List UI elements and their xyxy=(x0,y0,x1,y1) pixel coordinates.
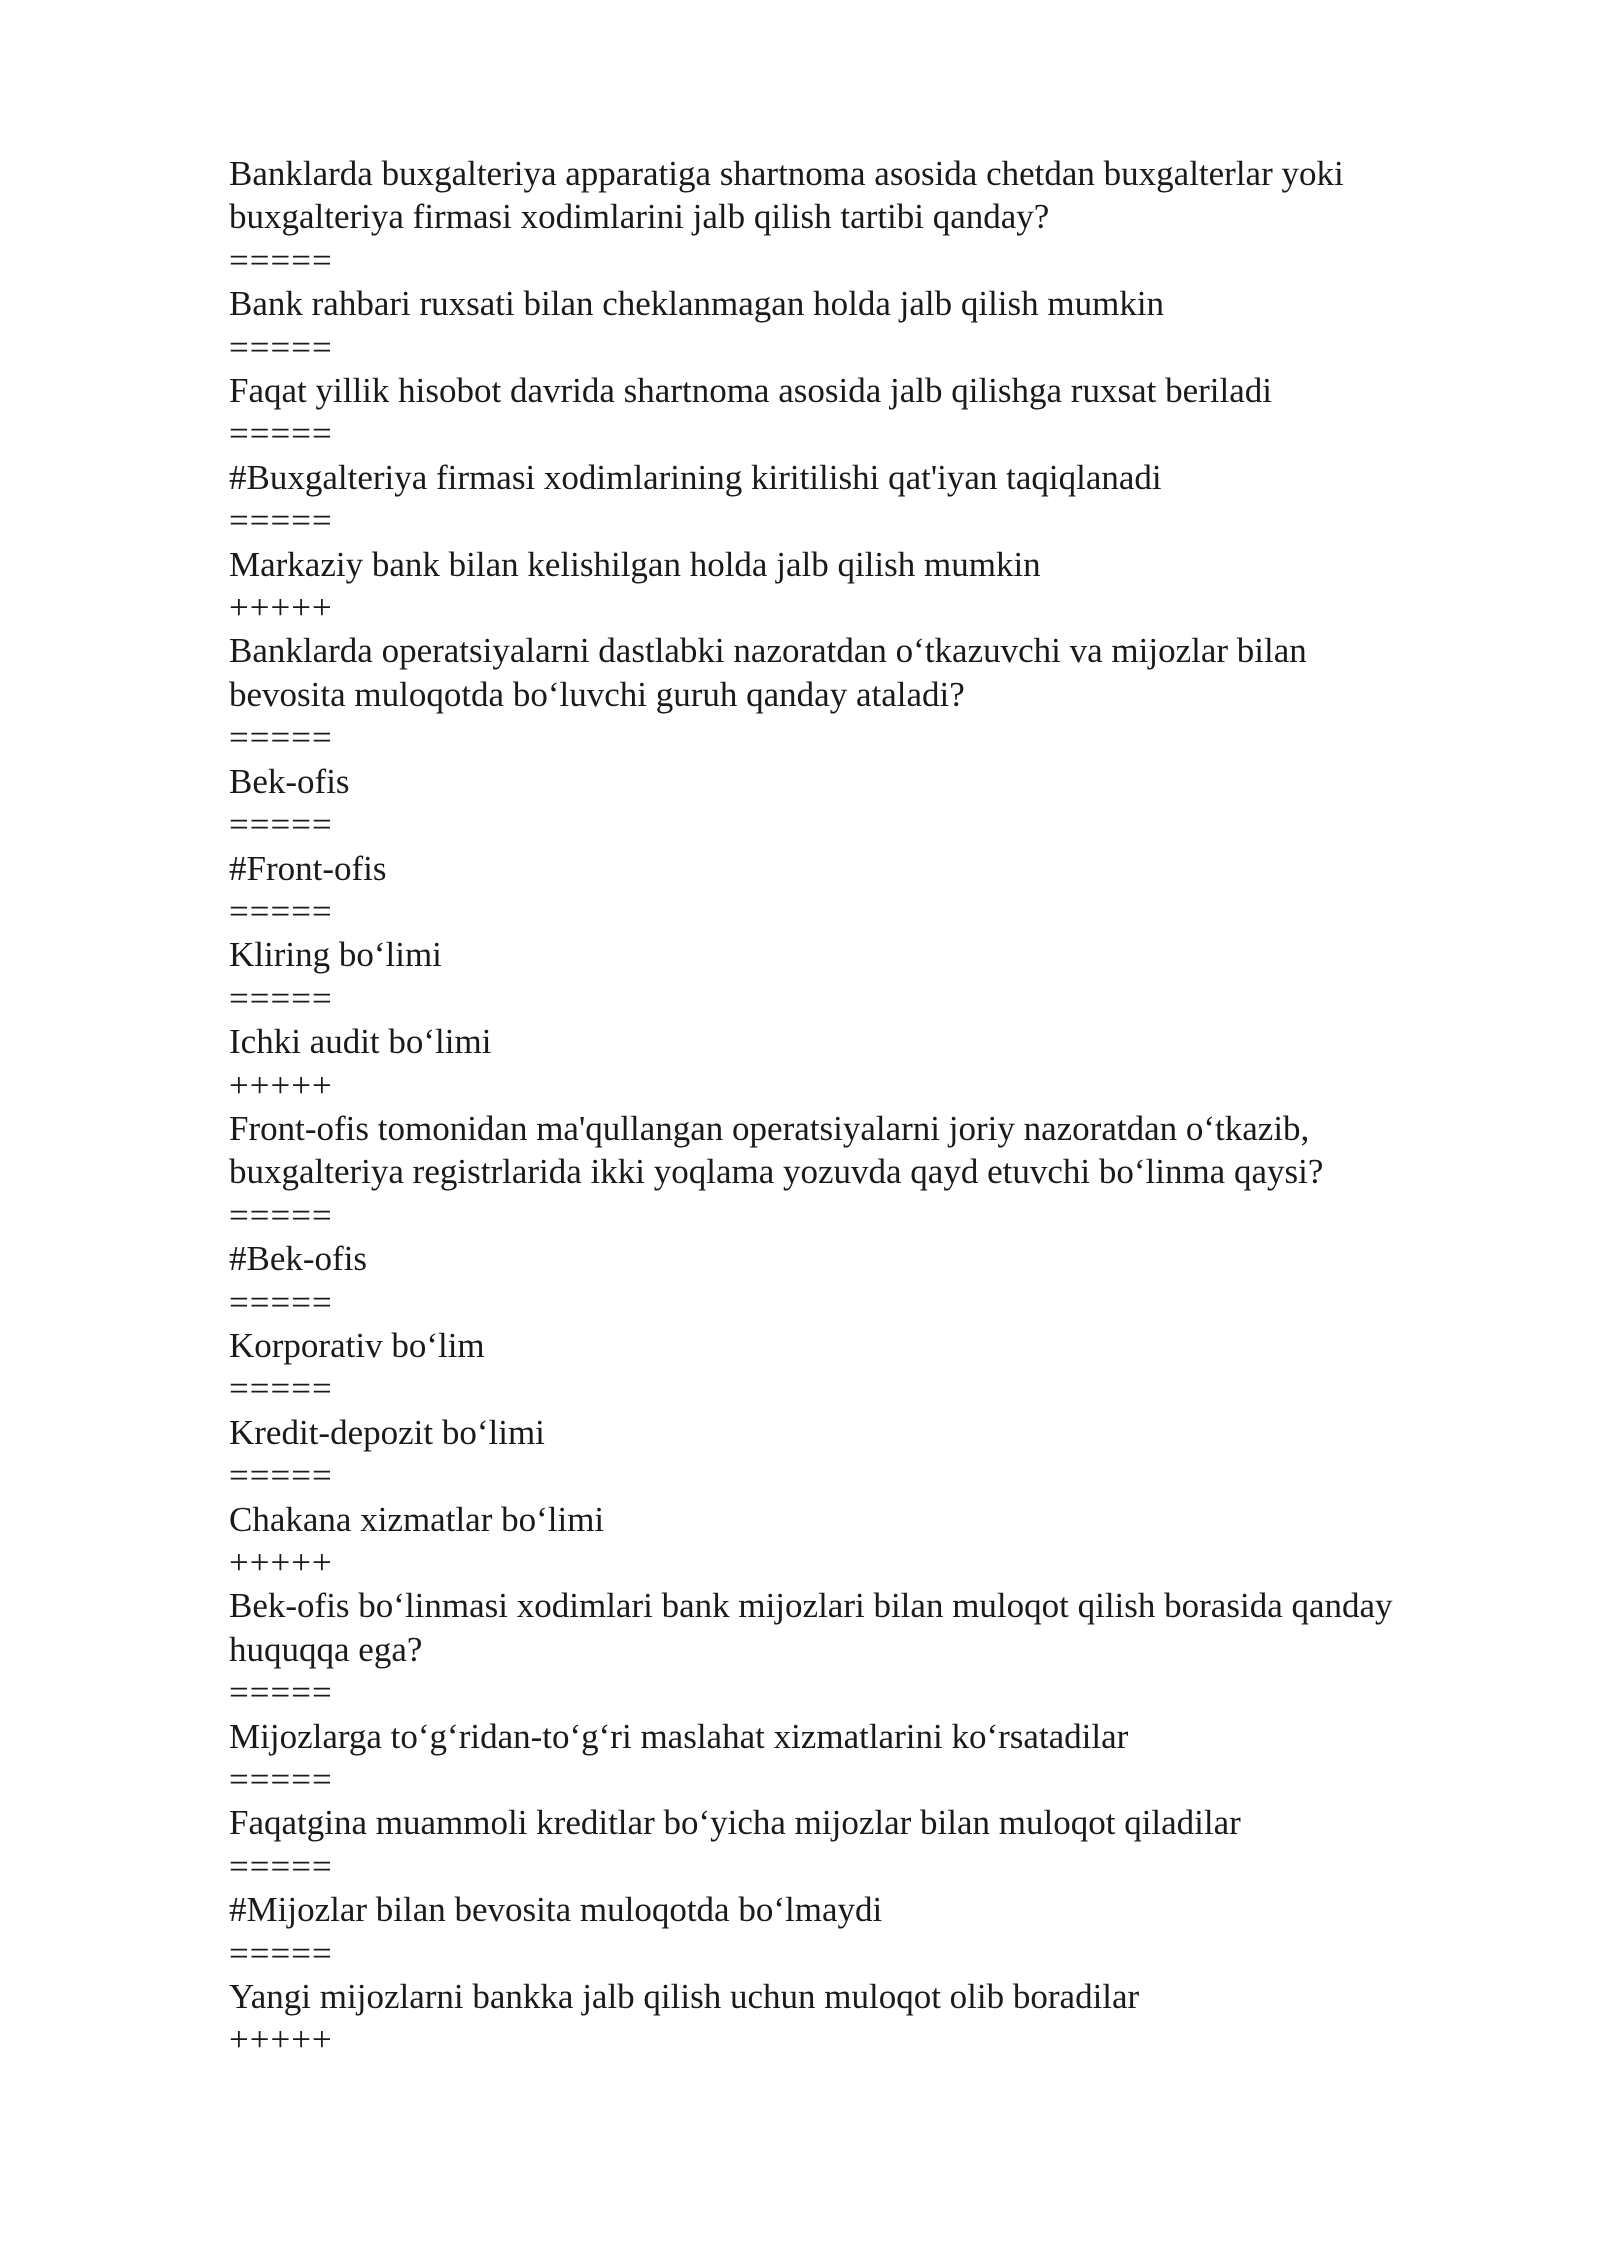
question-end-separator: +++++ xyxy=(229,1065,333,1105)
answer-option-correct: #Front-ofis xyxy=(229,848,387,888)
question-block xyxy=(229,1584,1529,2061)
question-text: Banklarda operatsiyalarni dastlabki nazoratdan o‘tkazuvchi va mijozlar bilan xyxy=(229,631,1307,671)
option-separator: ===== xyxy=(229,891,333,931)
answer-option: Markaziy bank bilan kelishilgan holda jalb qilish mumkin xyxy=(229,544,1041,584)
question-text-continued: bevosita muloqotda bo‘luvchi guruh qanday ataladi? xyxy=(229,674,965,714)
option-separator: ===== xyxy=(229,414,333,454)
answer-option-correct: #Buxgalteriya firmasi xodimlarining kiritilishi qat'iyan taqiqlanadi xyxy=(229,457,1162,497)
option-separator: ===== xyxy=(229,1195,333,1235)
answer-option: Faqat yillik hisobot davrida shartnoma asosida jalb qilishga ruxsat beriladi xyxy=(229,371,1272,411)
question-text-continued: buxgalteriya firmasi xodimlarini jalb qilish tartibi qanday? xyxy=(229,197,1050,237)
question-text: Banklarda buxgalteriya apparatiga shartnoma asosida chetdan buxgalterlar yoki xyxy=(229,154,1344,193)
question-block xyxy=(229,152,1529,629)
answer-option: Kredit-depozit bo‘limi xyxy=(229,1412,545,1452)
answer-option: Ichki audit bo‘limi xyxy=(229,1022,492,1062)
option-separator: ===== xyxy=(229,327,333,367)
question-end-separator: +++++ xyxy=(229,588,333,628)
option-separator: ===== xyxy=(229,718,333,758)
option-separator: ===== xyxy=(229,1369,333,1409)
question-text: Bek-ofis bo‘linmasi xodimlari bank mijozlari bilan muloqot qilish borasida qanday xyxy=(229,1586,1393,1626)
option-separator: ===== xyxy=(229,240,333,280)
answer-option: Yangi mijozlarni bankka jalb qilish uchun muloqot olib boradilar xyxy=(229,1977,1140,2017)
question-text-continued: huquqqa ega? xyxy=(229,1629,423,1669)
question-block xyxy=(229,629,1529,1106)
option-separator: ===== xyxy=(229,501,333,541)
question-block xyxy=(229,1107,1529,1584)
option-separator: ===== xyxy=(229,1673,333,1713)
answer-option: Mijozlarga to‘g‘ridan-to‘g‘ri maslahat xizmatlarini ko‘rsatadilar xyxy=(229,1716,1129,1756)
option-separator: ===== xyxy=(229,1846,333,1886)
option-separator: ===== xyxy=(229,978,333,1018)
option-separator: ===== xyxy=(229,1282,333,1322)
question-end-separator: +++++ xyxy=(229,1543,333,1582)
answer-option: Chakana xizmatlar bo‘limi xyxy=(229,1499,605,1539)
answer-option: Kliring bo‘limi xyxy=(229,935,442,975)
question-text-continued: buxgalteriya registrlarida ikki yoqlama yozuvda qayd etuvchi bo‘linma qaysi? xyxy=(229,1152,1324,1192)
option-separator: ===== xyxy=(229,1933,333,1973)
answer-option: Faqatgina muammoli kreditlar bo‘yicha mijozlar bilan muloqot qiladilar xyxy=(229,1803,1241,1843)
answer-option-correct: #Bek-ofis xyxy=(229,1239,368,1279)
option-separator: ===== xyxy=(229,805,333,845)
question-text: Front-ofis tomonidan ma'qullangan operatsiyalarni joriy nazoratdan o‘tkazib, xyxy=(229,1108,1310,1148)
option-separator: ===== xyxy=(229,1760,333,1800)
answer-option: Bek-ofis xyxy=(229,761,350,801)
answer-option: Bank rahbari ruxsati bilan cheklanmagan holda jalb qilish mumkin xyxy=(229,284,1165,324)
answer-option-correct: #Mijozlar bilan bevosita muloqotda bo‘lmaydi xyxy=(229,1890,883,1930)
question-end-separator: +++++ xyxy=(229,2020,333,2060)
answer-option: Korporativ bo‘lim xyxy=(229,1325,485,1365)
option-separator: ===== xyxy=(229,1456,333,1496)
test-content xyxy=(229,152,1529,2062)
